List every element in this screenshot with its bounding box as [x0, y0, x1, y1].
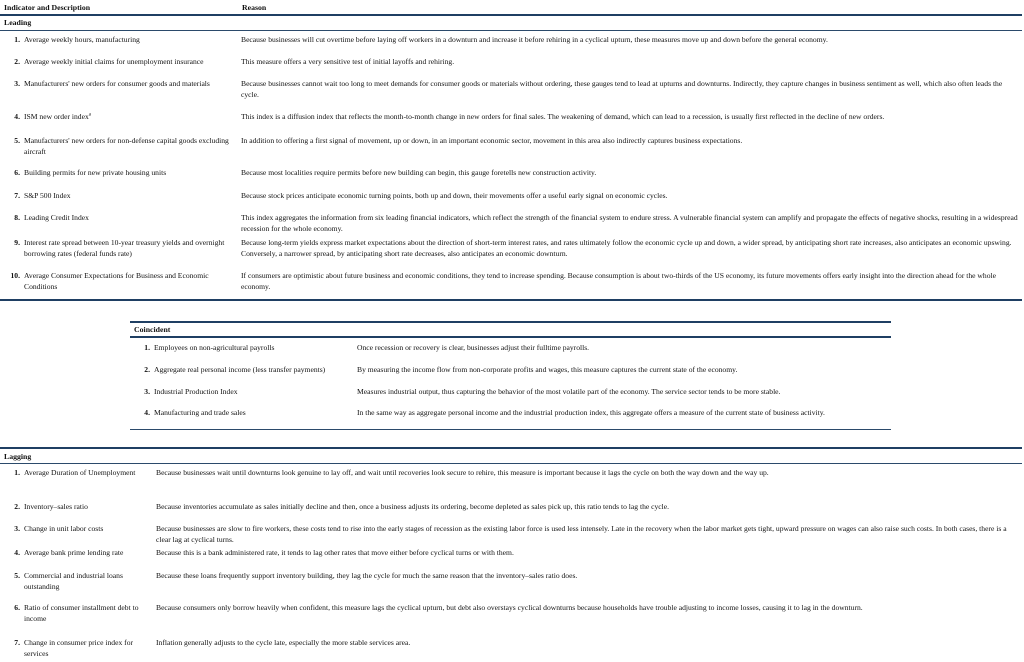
row-number: 10. — [10, 271, 20, 280]
row-number: 9. — [14, 238, 20, 247]
indicator-description — [154, 343, 350, 354]
reason-text: Because most localities require permits before new building can begin, this gauge foretells new construction activity. — [241, 168, 597, 177]
indicator-description — [24, 468, 150, 479]
indicator-text: Aggregate real personal income (less transfer payments) — [154, 365, 326, 374]
footnote-marker: a — [88, 112, 91, 118]
column-header-indicator: Indicator and Description — [4, 3, 91, 12]
indicator-description — [154, 365, 350, 376]
lagging-rule — [0, 463, 1022, 464]
row-number: 5. — [14, 571, 20, 580]
leading-end-rule — [0, 299, 1022, 301]
row-number: 2. — [14, 502, 20, 511]
indicator-text: S&P 500 Index — [24, 191, 71, 200]
indicator-description — [154, 408, 350, 419]
row-number: 7. — [14, 191, 20, 200]
indicator-text: Inventory–sales ratio — [24, 502, 88, 511]
row-number: 6. — [14, 603, 20, 612]
row-number: 3. — [14, 79, 20, 88]
indicator-description — [24, 638, 150, 659]
reason-text: Because inventories accumulate as sales initially decline and then, once a business adjusts its ordering, become depleted as sales pick up, this ratio tends to lag the cycle. — [156, 502, 670, 511]
coincident-top-rule — [130, 321, 891, 323]
coincident-end-rule — [130, 429, 891, 430]
indicator-text: Manufacturers' new orders for consumer goods and materials — [24, 79, 210, 88]
row-number: 6. — [14, 168, 20, 177]
indicator-text: Change in unit labor costs — [24, 524, 104, 533]
indicator-description — [24, 35, 232, 46]
indicator-description — [24, 79, 232, 90]
indicator-text: Average bank prime lending rate — [24, 548, 124, 557]
row-number: 2. — [14, 57, 20, 66]
indicator-text: Employees on non-agricultural payrolls — [154, 343, 275, 352]
reason-text: Because businesses are slow to fire workers, these costs tend to rise into the early stages of recession as the existing labor force is used less intensely. Late in the recovery when the labor market gets tight, upward pressure on wages can also raise such costs. In both cases, there is a clear lag at cyclical turns. — [156, 524, 1007, 544]
reason-text: Because consumers only borrow heavily when confident, this measure lags the cyclical upturn, but debt also overstays cyclical downturns because households have trouble adjusting to income losses, causing it to lag in the downturn. — [156, 603, 863, 612]
row-number: 5. — [14, 136, 20, 145]
reason-text: By measuring the income flow from non-corporate profits and wages, this measure captures the current state of the economy. — [357, 365, 738, 374]
reason-text: In the same way as aggregate personal income and the industrial production index, this aggregate offers a measure of the current state of business activity. — [357, 408, 825, 417]
reason-text: Because these loans frequently support inventory building, they lag the cycle for much the same reason that the inventory–sales ratio does. — [156, 571, 578, 580]
row-number: 3. — [144, 387, 150, 396]
row-number: 1. — [14, 35, 20, 44]
reason-text: Because stock prices anticipate economic turning points, both up and down, their movements offer a useful early signal on economic cycles. — [241, 191, 668, 200]
indicator-text: Change in consumer price index for services — [24, 638, 134, 658]
row-number: 1. — [14, 468, 20, 477]
indicator-text: Average Consumer Expectations for Business and Economic Conditions — [24, 271, 209, 291]
indicator-description — [24, 191, 232, 202]
indicator-text: Average weekly initial claims for unemployment insurance — [24, 57, 204, 66]
row-number: 2. — [144, 365, 150, 374]
indicator-description — [24, 548, 150, 559]
reason-text: Once recession or recovery is clear, businesses adjust their fulltime payrolls. — [357, 343, 590, 352]
reason-text: Inflation generally adjusts to the cycle late, especially the more stable services area. — [156, 638, 411, 647]
reason-text: This index aggregates the information from six leading financial indicators, which reflect the strength of the financial system to endure stress. A vulnerable financial system can amplify and propagate the effects of negative shocks, resulting in a widespread recession for the whole economy. — [241, 213, 1018, 233]
reason-text: Because this is a bank administered rate, it tends to lag other rates that move either before cyclical turns or with them. — [156, 548, 514, 557]
indicator-description — [154, 387, 350, 398]
indicator-description — [24, 238, 232, 259]
reason-text: Because businesses wait until downturns look genuine to lay off, and wait until recoveries look secure to rehire, this measure is important because it lags the cycle on both the way down and the way up. — [156, 468, 769, 477]
indicator-description — [24, 603, 150, 624]
coincident-rule — [130, 336, 891, 338]
lagging-top-rule — [0, 447, 1022, 449]
section-title-lagging: Lagging — [4, 452, 32, 461]
indicator-text: Leading Credit Index — [24, 213, 89, 222]
indicator-description — [24, 271, 232, 292]
indicator-description — [24, 57, 232, 68]
row-number: 7. — [14, 638, 20, 647]
reason-text: Because businesses cannot wait too long to meet demands for consumer goods or materials without ordering, these gauges tend to lead at upturns and downturns. Indirectly, they capture changes in business sentiment as well, which also often leads the cycle. — [241, 79, 1003, 99]
reason-text: Because long-term yields express market expectations about the direction of short-term interest rates, and rates ultimately follow the economic cycle up and down, a wider spread, by anticipating short rate increases, also anticipates an economic upswing. Conversely, a narrower spread, by anticipating short rate decreases, also anticipates an economic downturn. — [241, 238, 1012, 258]
row-number: 1. — [144, 343, 150, 352]
indicator-text: Industrial Production Index — [154, 387, 238, 396]
section-title-coincident: Coincident — [134, 325, 171, 334]
row-number: 3. — [14, 524, 20, 533]
indicator-description — [24, 112, 232, 123]
section-title-leading: Leading — [4, 18, 32, 27]
row-number: 4. — [14, 112, 20, 121]
reason-text: Measures industrial output, thus capturing the behavior of the most volatile part of the economy. The service sector tends to be more stable. — [357, 387, 781, 396]
indicator-description — [24, 571, 150, 592]
indicator-text: Building permits for new private housing units — [24, 168, 167, 177]
indicator-description — [24, 213, 232, 224]
indicator-text: Manufacturers' new orders for non-defense capital goods excluding aircraft — [24, 136, 229, 156]
indicator-text: Interest rate spread between 10-year treasury yields and overnight borrowing rates (federal funds rate) — [24, 238, 225, 258]
indicator-text: Average weekly hours, manufacturing — [24, 35, 140, 44]
reason-text: If consumers are optimistic about future business and economic conditions, they tend to increase spending. Because consumption is about two-thirds of the US economy, its future movements offers early insight into the direction ahead for the whole economy. — [241, 271, 996, 291]
indicator-description — [24, 502, 150, 513]
column-header-reason: Reason — [242, 3, 267, 12]
reason-text: This measure offers a very sensitive test of initial layoffs and rehiring. — [241, 57, 455, 66]
indicator-description — [24, 136, 232, 157]
indicator-text: Manufacturing and trade sales — [154, 408, 246, 417]
reason-text: In addition to offering a first signal of movement, up or down, in an important economic sector, movement in this area also indirectly captures business expectations. — [241, 136, 743, 145]
header-rule — [0, 14, 1022, 16]
indicator-text: Commercial and industrial loans outstanding — [24, 571, 123, 591]
row-number: 4. — [144, 408, 150, 417]
indicator-text: Ratio of consumer installment debt to income — [24, 603, 139, 623]
row-number: 8. — [14, 213, 20, 222]
indicator-text: ISM new order index — [24, 112, 89, 121]
indicator-text: Average Duration of Unemployment — [24, 468, 136, 477]
indicator-description — [24, 168, 232, 179]
reason-text: Because businesses will cut overtime before laying off workers in a downturn and increase it before rehiring in a cyclical upturn, these measures move up and down before the general economy. — [241, 35, 828, 44]
reason-text: This index is a diffusion index that reflects the month-to-month change in new orders for final sales. The weakening of demand, which can lead to a recession, is usually first reflected in the decline of new orders. — [241, 112, 885, 121]
row-number: 4. — [14, 548, 20, 557]
leading-rule — [0, 30, 1022, 31]
indicator-description — [24, 524, 150, 535]
